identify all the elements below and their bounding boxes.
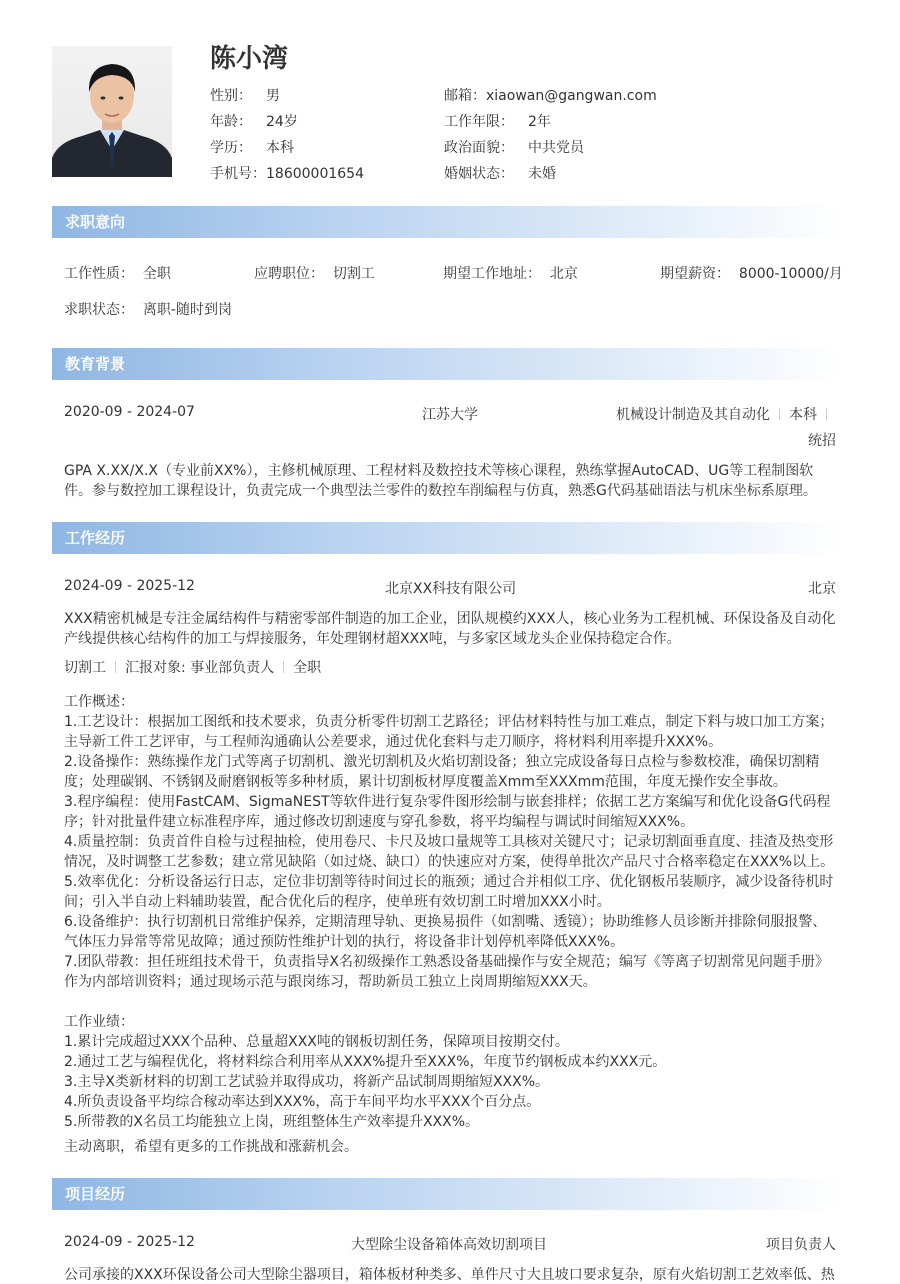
- work-line: 工作业绩：: [64, 1014, 134, 1030]
- work-line: 3.主导X类新材料的切割工艺试验并取得成功，将新产品试制周期缩短XXX%。: [64, 1074, 550, 1090]
- marital-field: 婚姻状态： 未婚: [444, 166, 556, 182]
- gender-field: 性别： 男: [210, 88, 280, 104]
- company-description: XXX精密机械是专注金属结构件与精密零部件制造的加工企业，团队规模约XXX人，核心业务为工程机械、环保设备及自动化产线提供核心结构件的加工与焊接服务，年处理钢材超XXX吨，与多家区域龙头企业保持稳定合作。: [64, 611, 836, 647]
- phone-field: 手机号：18600001654: [210, 166, 364, 182]
- avatar: [52, 46, 172, 177]
- work-line: 工作概述：: [64, 694, 134, 710]
- politics-field: 政治面貌： 中共党员: [444, 140, 584, 156]
- project-name: 大型除尘设备箱体高效切割项目: [351, 1237, 547, 1253]
- work-line: 4.所负责设备平均综合稼动率达到XXX%，高于车间平均水平XXX个百分点。: [64, 1094, 541, 1110]
- intent-location: 期望工作地址： 北京: [443, 266, 578, 282]
- project-description: 公司承接的XXX环保设备公司大型除尘器项目，箱体板材种类多、单件尺寸大且坡口要求复杂，原有火焰切割工艺效率低、热: [64, 1267, 835, 1283]
- work-line: 3.程序编程：使用FastCAM、SigmaNEST等软件进行复杂零件图形绘制与嵌套排样；依据工艺方案编写和优化设备G代码程序；针对批量件建立标准程序库，通过修改切割速度与穿孔参数，将平均编程与调试时间缩短XXX%。: [64, 794, 831, 830]
- work-line: 5.所带教的X名员工均能独立上岗，班组整体生产效率提升XXX%。: [64, 1114, 480, 1130]
- intent-type: 工作性质： 全职: [64, 266, 171, 282]
- work-period: 2024-09 - 2025-12: [64, 578, 195, 594]
- resume-header: [52, 40, 852, 180]
- work-line: 4.质量控制：负责首件自检与过程抽检，使用卷尺、卡尺及坡口量规等工具核对关键尺寸；记录切割面垂直度、挂渣及热变形情况，及时调整工艺参数；建立常见缺陷（如过烧、缺口）的快速应对方案，使得单批次产品尺寸合格率稳定在XXX%以上。: [64, 834, 835, 870]
- candidate-name: 陈小湾: [210, 44, 289, 74]
- education-mode: 统招: [808, 433, 836, 449]
- education-period: 2020-09 - 2024-07: [64, 404, 195, 420]
- age-field: 年龄： 24岁: [210, 114, 298, 130]
- work-line: 6.设备维护：执行切割机日常维护保养，定期清理导轨、更换易损件（如割嘴、透镜）；协助维修人员诊断并排除伺服报警、气体压力异常等常见故障；通过预防性维护计划的执行，将设备非计划停机率降低XXX%。: [64, 914, 827, 950]
- project-role: 项目负责人: [766, 1237, 836, 1253]
- work-line: 5.效率优化：分析设备运行日志，定位非切割等待时间过长的瓶颈；通过合并相似工序、优化钢板吊装顺序，减少设备待机时间；引入半自动上料辅助装置，配合优化后的程序，使单班有效切割工时增加XXX小时。: [64, 874, 834, 910]
- education-description: GPA X.XX/X.X（专业前XX%），主修机械原理、工程材料及数控技术等核心课程，熟练掌握AutoCAD、UG等工程制图软件。参与数控加工课程设计，负责完成一个典型法兰零件的数控车削编程与仿真，熟悉G代码基础语法与机床坐标系原理。: [64, 463, 817, 499]
- section-title-work: 工作经历: [52, 522, 842, 554]
- work-line: [64, 992, 836, 1012]
- work-line: 7.团队带教：担任班组技术骨干，负责指导X名初级操作工熟悉设备基础操作与安全规范；编写《等离子切割常见问题手册》作为内部培训资料；通过现场示范与跟岗练习，帮助新员工独立上岗周期缩短XXX天。: [64, 954, 829, 990]
- intent-salary: 期望薪资： 8000-10000/月: [660, 266, 843, 282]
- section-title-education: 教育背景: [52, 348, 842, 380]
- work-line: 1.工艺设计：根据加工图纸和技术要求，负责分析零件切割工艺路径；评估材料特性与加工难点，制定下料与坡口加工方案；主导新工件工艺评审，与工程师沟通确认公差要求，通过优化套料与走刀顺序，将材料利用率提升XXX%。: [64, 714, 834, 750]
- work-line: 1.累计完成超过XXX个品种、总量超XXX吨的钢板切割任务，保障项目按期交付。: [64, 1034, 569, 1050]
- education-major-degree: 机械设计制造及其自动化 本科: [616, 404, 836, 424]
- intent-position: 应聘职位： 切割工: [254, 266, 375, 282]
- portrait-photo: [52, 46, 172, 177]
- work-city: 北京: [808, 581, 836, 597]
- work-line: 2.设备操作：熟练操作龙门式等离子切割机、激光切割机及火焰切割设备；独立完成设备每日点检与参数校准，确保切割精度；处理碳钢、不锈钢及耐磨钢板等多种材质，累计切割板材厚度覆盖Xmm至XXXmm范围，年度无操作安全事故。: [64, 754, 820, 790]
- email-field: 邮箱：xiaowan@gangwan.com: [444, 88, 657, 104]
- education-school: 江苏大学: [422, 407, 478, 423]
- intent-status: 求职状态： 离职-随时到岗: [64, 302, 232, 318]
- education-level-field: 学历： 本科: [210, 140, 294, 156]
- years-field: 工作年限： 2年: [444, 114, 551, 130]
- section-title-project: 项目经历: [52, 1178, 842, 1210]
- work-company: 北京XX科技有限公司: [385, 581, 517, 597]
- leave-reason: 主动离职，希望有更多的工作挑战和涨薪机会。: [64, 1139, 358, 1155]
- work-details: [64, 692, 836, 1132]
- project-period: 2024-09 - 2025-12: [64, 1234, 195, 1250]
- section-title-intent: 求职意向: [52, 206, 842, 238]
- work-line: 2.通过工艺与编程优化，将材料综合利用率从XXX%提升至XXX%，年度节约钢板成本约XXX元。: [64, 1054, 667, 1070]
- work-tags: 切割工 汇报对象: 事业部负责人 全职: [64, 660, 322, 676]
